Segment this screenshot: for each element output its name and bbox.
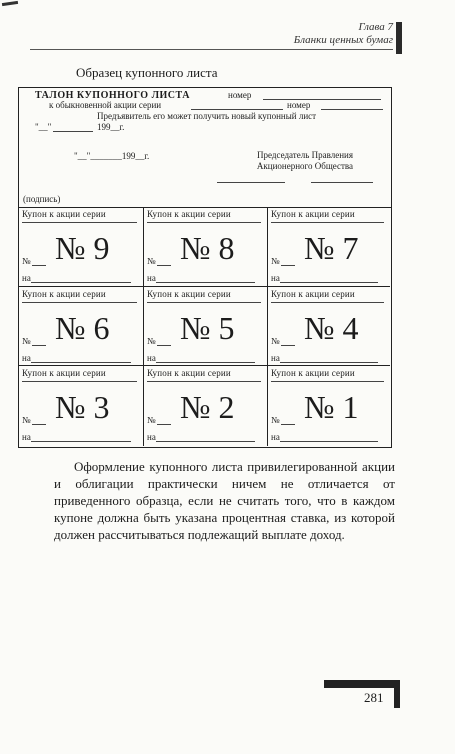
- coupon-number-line: [32, 345, 46, 346]
- stub-signature-line-1: [217, 182, 285, 183]
- coupon-series-line: [271, 381, 384, 382]
- coupon-series-line: [147, 381, 261, 382]
- coupon-number-line: [157, 265, 171, 266]
- coupon-number-sign: №: [22, 256, 31, 266]
- stub-title: ТАЛОН КУПОННОГО ЛИСТА: [35, 90, 190, 101]
- stub-section: [19, 88, 391, 208]
- footer-vertical-bar: [394, 680, 400, 708]
- coupon-na-label: на: [22, 273, 31, 283]
- coupon-number-sign: №: [147, 336, 156, 346]
- coupon-na-label: на: [271, 432, 280, 442]
- coupon-series-line: [22, 381, 137, 382]
- coupon-number-sign: №: [271, 336, 280, 346]
- coupon-number-sign: №: [271, 256, 280, 266]
- coupon-label: Купон к акции серии: [22, 368, 106, 378]
- coupon-na-label: на: [147, 432, 156, 442]
- coupon-8: [144, 207, 268, 287]
- coupon-big-number: № 3: [55, 389, 110, 425]
- stub-date-prefix: "__": [35, 122, 52, 132]
- coupon-6: [19, 287, 144, 366]
- coupon-9: [19, 207, 144, 287]
- coupon-grid: [19, 207, 390, 446]
- coupon-na-line: [280, 282, 378, 283]
- coupon-number-line: [281, 345, 295, 346]
- stub-chairman-line-2: Акционерного Общества: [256, 161, 354, 171]
- figure-caption: Образец купонного листа: [76, 65, 218, 80]
- coupon-3: [19, 366, 144, 446]
- coupon-big-number: № 2: [180, 389, 235, 425]
- coupon-series-line: [271, 222, 384, 223]
- coupon-label: Купон к акции серии: [147, 289, 231, 299]
- header-bar: [396, 22, 402, 54]
- coupon-number-line: [157, 424, 171, 425]
- coupon-number-sign: №: [271, 415, 280, 425]
- coupon-big-number: № 9: [55, 230, 110, 266]
- page-number: 281: [364, 690, 384, 705]
- coupon-number-line: [157, 345, 171, 346]
- stub-date-2: "__"_______199__г.: [74, 151, 150, 161]
- coupon-label: Купон к акции серии: [271, 289, 355, 299]
- coupon-label: Купон к акции серии: [147, 368, 231, 378]
- coupon-4: [268, 287, 390, 366]
- coupon-number-sign: №: [22, 415, 31, 425]
- coupon-label: Купон к акции серии: [271, 368, 355, 378]
- stub-number-line: [263, 99, 381, 100]
- coupon-label: Купон к акции серии: [22, 209, 106, 219]
- coupon-na-line: [156, 441, 255, 442]
- coupon-na-line: [280, 362, 378, 363]
- footer-bar: [324, 680, 394, 688]
- coupon-big-number: № 1: [304, 389, 359, 425]
- stub-chairman-block: [245, 150, 365, 172]
- stub-year: 199__г.: [97, 122, 125, 132]
- coupon-series-line: [22, 302, 137, 303]
- coupon-na-label: на: [147, 353, 156, 363]
- coupon-label: Купон к акции серии: [147, 209, 231, 219]
- chapter-label: Глава 7: [358, 21, 393, 33]
- coupon-label: Купон к акции серии: [22, 289, 106, 299]
- coupon-big-number: № 4: [304, 310, 359, 346]
- stub-series-line: [191, 109, 283, 110]
- coupon-number-line: [32, 424, 46, 425]
- coupon-label: Купон к акции серии: [271, 209, 355, 219]
- corner-mark: [2, 1, 18, 6]
- stub-signature-line-2: [311, 182, 373, 183]
- coupon-na-line: [31, 362, 131, 363]
- stub-number-label: номер: [228, 90, 252, 100]
- coupon-na-line: [156, 362, 255, 363]
- coupon-number-sign: №: [147, 256, 156, 266]
- coupon-na-label: на: [22, 432, 31, 442]
- coupon-sheet: [18, 87, 392, 448]
- stub-series-label: к обыкновенной акции серии: [49, 100, 162, 110]
- coupon-na-line: [280, 441, 378, 442]
- coupon-na-line: [31, 282, 131, 283]
- body-paragraph: Оформление купонного листа привилегированной акции и облигации практически ничем не отличается от приведенного образца, если не считать того, что в каждом купоне должна быть указана процентная ставка, из которой должен рассчитываться подлежащий выплате доход.: [54, 459, 395, 542]
- coupon-number-sign: №: [147, 415, 156, 425]
- coupon-series-line: [271, 302, 384, 303]
- stub-number-label-2: номер: [287, 100, 311, 110]
- coupon-series-line: [22, 222, 137, 223]
- header-rule: [30, 49, 393, 50]
- coupon-series-line: [147, 302, 261, 303]
- coupon-number-line: [281, 424, 295, 425]
- coupon-na-label: на: [147, 273, 156, 283]
- coupon-big-number: № 6: [55, 310, 110, 346]
- coupon-big-number: № 7: [304, 230, 359, 266]
- coupon-5: [144, 287, 268, 366]
- chapter-subtitle: Бланки ценных бумаг: [293, 34, 393, 46]
- coupon-2: [144, 366, 268, 446]
- stub-date-line: [53, 131, 93, 132]
- coupon-big-number: № 8: [180, 230, 235, 266]
- coupon-1: [268, 366, 390, 446]
- running-header: [294, 21, 393, 47]
- coupon-series-line: [147, 222, 261, 223]
- coupon-na-label: на: [22, 353, 31, 363]
- coupon-7: [268, 207, 390, 287]
- coupon-na-label: на: [271, 273, 280, 283]
- coupon-number-line: [32, 265, 46, 266]
- coupon-na-label: на: [271, 353, 280, 363]
- coupon-number-sign: №: [22, 336, 31, 346]
- stub-number-line-2: [321, 109, 383, 110]
- stub-signature-label: (подпись): [23, 194, 61, 204]
- coupon-big-number: № 5: [180, 310, 235, 346]
- stub-presenter-text: Предъявитель его может получить новый купонный лист: [97, 111, 317, 121]
- coupon-na-line: [31, 441, 131, 442]
- coupon-number-line: [281, 265, 295, 266]
- stub-chairman-line-1: Председатель Правления: [257, 150, 353, 160]
- coupon-na-line: [156, 282, 255, 283]
